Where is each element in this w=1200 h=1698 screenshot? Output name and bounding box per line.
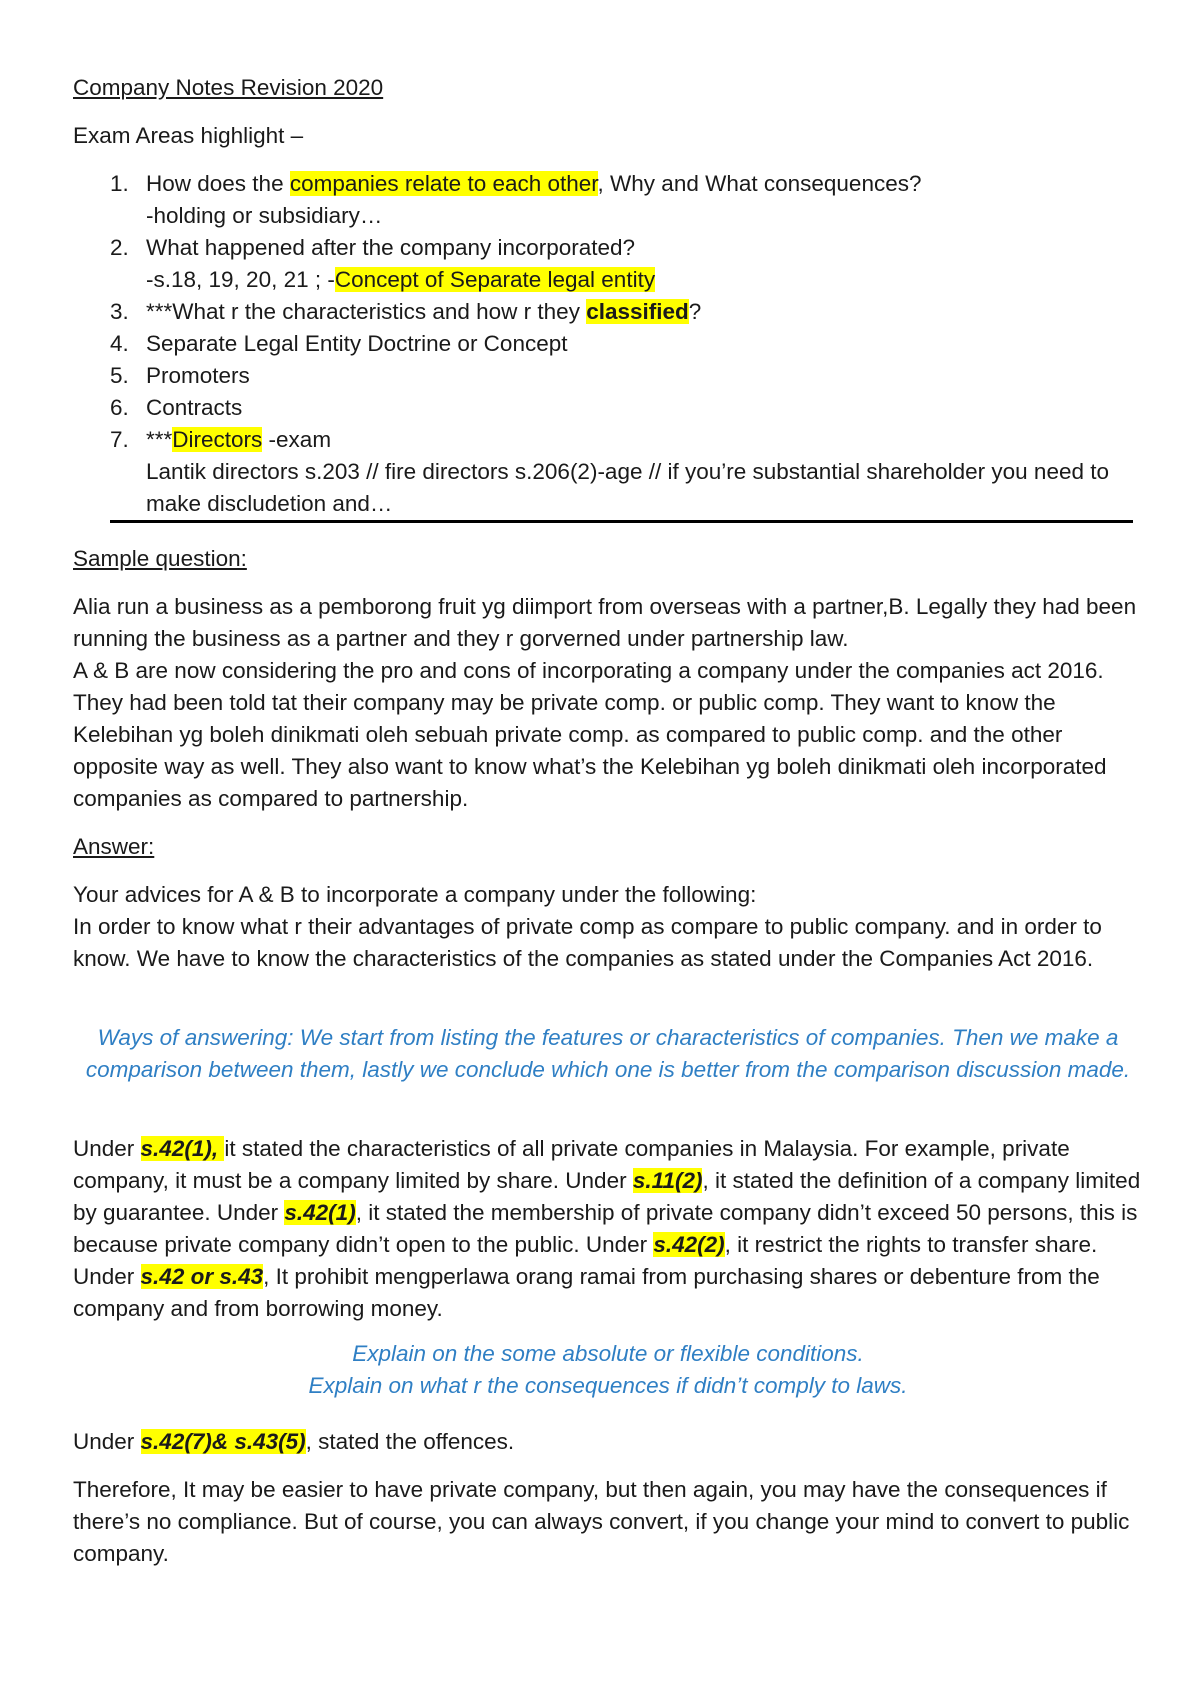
list-item: 4. Separate Legal Entity Doctrine or Concept	[110, 331, 568, 356]
highlight: Directors	[172, 427, 263, 452]
answer-intro: Your advices for A & B to incorporate a company under the following: In order to know what r their advantages of private comp as compare to public company. and in order to know. We have to know the characteristics of the companies as stated under the Companies Act 2016.	[73, 882, 1102, 971]
list-item: 3. ***What r the characteristics and how r they classified?	[110, 299, 702, 324]
sample-question-text: Alia run a business as a pemborong fruit yg diimport from overseas with a partner,B. Legally they had been running the business as a partner and they r gorverned under partnership law. A & B are now considering the pro and cons of incorporating a company under the companies act 2016. They had been told tat their company may be private comp. or public comp. They want to know the Kelebihan yg boleh dinikmati oleh sebuah private comp. as compared to public comp. and the other opposite way as well. They also want to know what’s the Kelebihan yg boleh dinikmati oleh incorporated companies as compared to partnership.	[73, 594, 1137, 811]
exam-areas-heading: Exam Areas highlight –	[73, 123, 304, 148]
list-item: 2. What happened after the company incorporated? -s.18, 19, 20, 21 ; -Concept of Separate legal entity	[110, 235, 656, 292]
list-item: 1. How does the companies relate to each other, Why and What consequences? -holding or subsidiary…	[110, 171, 922, 228]
section-reference: s.42(2)	[653, 1232, 725, 1257]
statute-paragraph: Under s.42(1), it stated the characteristics of all private companies in Malaysia. For example, private company, it must be a company limited by share. Under s.11(2), it stated the definition of a company limited by guarantee. Under s.42(1), it stated the membership of private company didn’t exceed 50 persons, this is because private company didn’t open to the public. Under s.42(2), it restrict the rights to transfer share. Under s.42 or s.43, It prohibit mengperlawa orang ramai from purchasing shares or debenture from the company and from borrowing money.	[73, 1136, 1141, 1321]
list-item: 5. Promoters	[110, 363, 250, 388]
section-reference: s.11(2)	[632, 1168, 703, 1193]
ways-of-answering-note: Ways of answering: We start from listing the features or characteristics of companies. Then we make a comparison between them, lastly we conclude which one is better from the comparison discussion made.	[85, 1025, 1131, 1082]
list-item: 7. ***Directors -exam Lantik directors s.203 // fire directors s.206(2)-age // if you’re substantial shareholder you need to make discludetion and…	[110, 427, 1110, 516]
sample-question-heading: Sample question:	[73, 546, 247, 571]
horizontal-divider	[110, 520, 1133, 523]
highlight: companies relate to each other	[289, 171, 598, 196]
answer-heading: Answer:	[73, 834, 155, 859]
section-reference: s.42(1),	[140, 1136, 225, 1161]
exam-areas-list	[110, 168, 1140, 520]
section-reference: s.42 or s.43	[140, 1264, 264, 1289]
conclusion-paragraph: Therefore, It may be easier to have private company, but then again, you may have the consequences if there’s no compliance. But of course, you can always convert, if you change your mind to convert to public company.	[73, 1477, 1130, 1566]
explain-note: Explain on the some absolute or flexible conditions. Explain on what r the consequences if didn’t comply to laws.	[308, 1341, 908, 1398]
list-item: 6. Contracts	[110, 395, 243, 420]
highlight: Concept of Separate legal entity	[334, 267, 656, 292]
highlight: classified	[586, 299, 689, 324]
page-title: Company Notes Revision 2020	[73, 75, 384, 100]
offences-line: Under s.42(7)& s.43(5), stated the offences.	[73, 1429, 515, 1454]
section-reference: s.42(7)& s.43(5)	[140, 1429, 306, 1454]
section-reference: s.42(1)	[284, 1200, 356, 1225]
